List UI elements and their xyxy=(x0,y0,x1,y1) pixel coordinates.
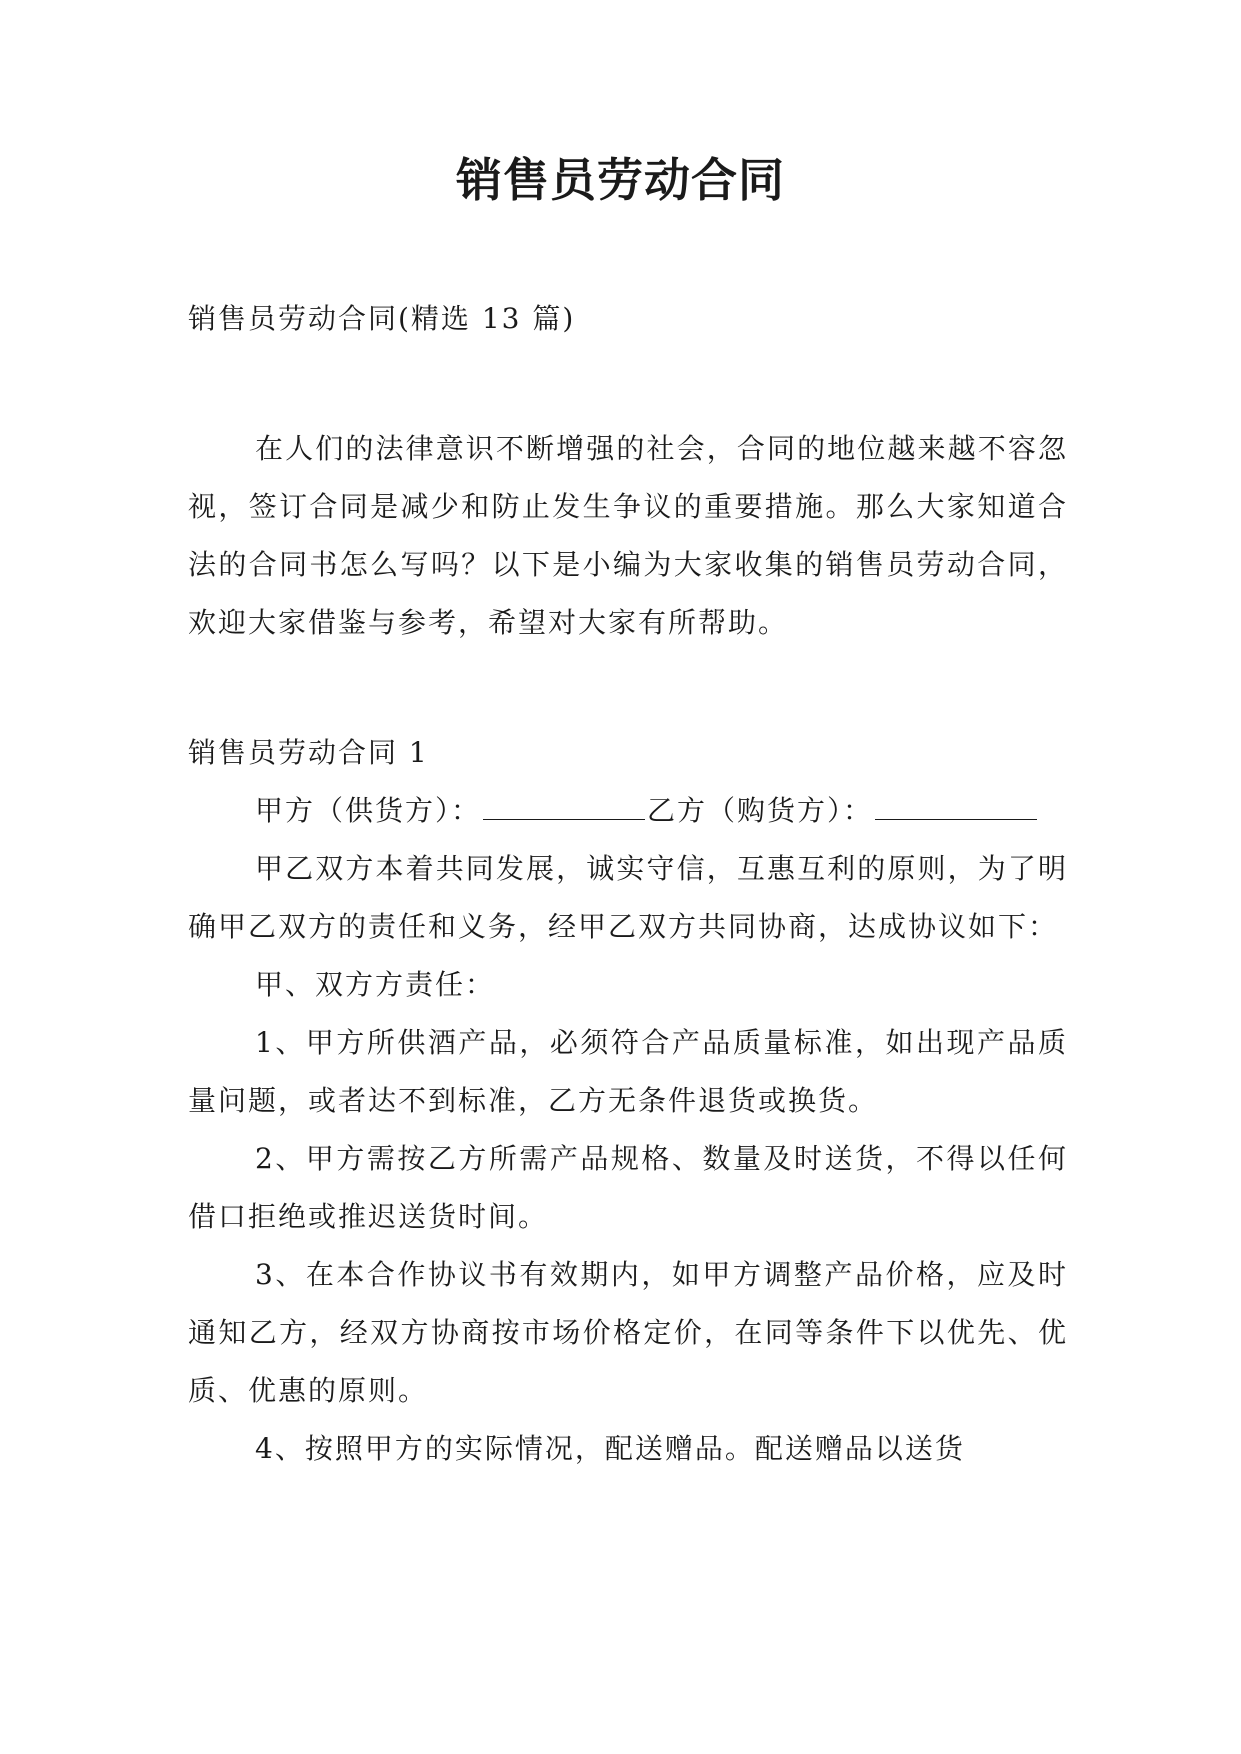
section-heading: 销售员劳动合同 1 xyxy=(188,736,429,769)
intro-paragraph: 在人们的法律意识不断增强的社会，合同的地位越来越不容忽视，签订合同是减少和防止发生争议的重要措施。那么大家知道合法的合同书怎么写吗？以下是小编为大家收集的销售员劳动合同，欢迎大家借鉴与参考，希望对大家有所帮助。 xyxy=(188,432,1068,639)
duties-heading: 甲、双方方责任： xyxy=(255,968,496,1001)
preamble-paragraph: 甲乙双方本着共同发展，诚实守信，互惠互利的原则，为了明确甲乙双方的责任和义务，经甲乙双方共同协商，达成协议如下： xyxy=(188,852,1068,943)
clause-paragraph: 2、甲方需按乙方所需产品规格、数量及时送货，不得以任何借口拒绝或推迟送货时间。 xyxy=(188,1142,1068,1233)
party-a-label: 甲方（供货方）： xyxy=(255,794,482,827)
clause-paragraph: 3、在本合作协议书有效期内，如甲方调整产品价格，应及时通知乙方，经双方协商按市场价格定价，在同等条件下以优先、优质、优惠的原则。 xyxy=(188,1258,1068,1407)
document-subtitle: 销售员劳动合同(精选 13 篇) xyxy=(188,302,576,335)
party-b-label: 乙方（购货方）： xyxy=(647,794,874,827)
parties-line xyxy=(188,782,1068,840)
document-title: 销售员劳动合同 xyxy=(456,153,785,207)
clause-paragraph: 1、甲方所供酒产品，必须符合产品质量标准，如出现产品质量问题，或者达不到标准，乙方无条件退货或换货。 xyxy=(188,1026,1068,1117)
document-body xyxy=(188,290,1068,1478)
clause-paragraph: 4、按照甲方的实际情况，配送赠品。配送赠品以送货 xyxy=(255,1432,965,1465)
party-b-blank xyxy=(875,785,1037,820)
party-a-blank xyxy=(483,785,645,820)
